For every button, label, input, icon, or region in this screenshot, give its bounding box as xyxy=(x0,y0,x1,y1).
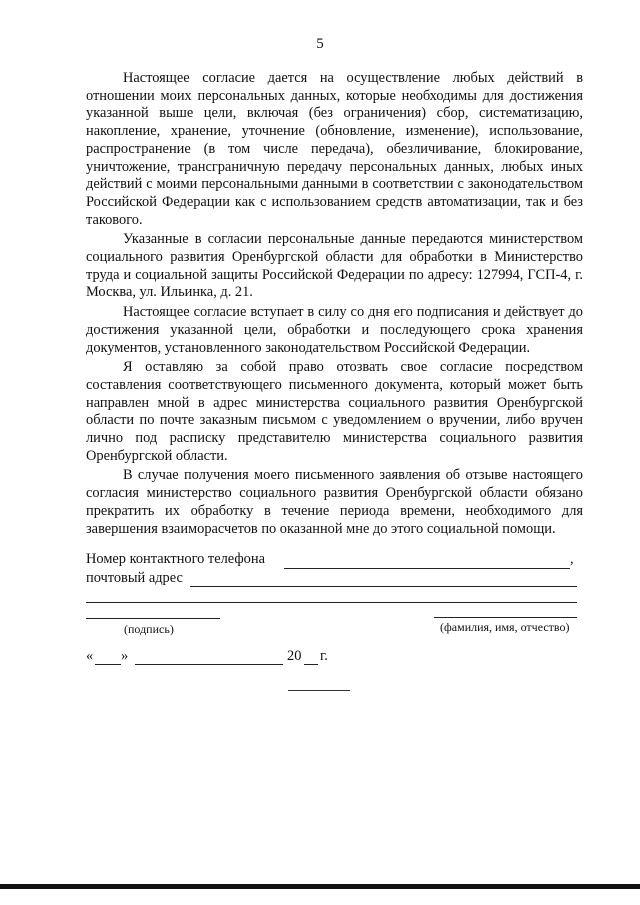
full-name-field[interactable] xyxy=(434,617,577,618)
paragraph-revocation: Я оставляю за собой право отозвать свое согласие посредством составления соответствующего письменного документа, который может быть направлен мной в адрес министерства социального развития Оренбургской области по почте заказным письмом с уведомлением о вручении, либо вручен лично под расписку представителю министерства социального развития Оренбургской области. xyxy=(86,359,583,464)
phone-comma: , xyxy=(570,551,574,567)
phone-label: Номер контактного телефона xyxy=(86,551,265,567)
date-open-quote: « xyxy=(86,648,94,664)
date-year-field[interactable] xyxy=(304,664,318,665)
date-month-field[interactable] xyxy=(135,664,283,665)
signature-caption: (подпись) xyxy=(124,622,174,636)
scan-edge-bar xyxy=(0,884,640,889)
date-close-quote: » xyxy=(121,648,129,664)
consent-body xyxy=(86,70,583,540)
full-name-caption: (фамилия, имя, отчество) xyxy=(440,620,570,634)
phone-field[interactable] xyxy=(284,568,570,569)
paragraph-actions: Настоящее согласие дается на осуществление любых действий в отношении моих персональных данных, которые необходимы для достижения указанной выше цели, включая (без ограничения) сбор, систематизацию, накопление, хранение, уточнение (обновление, изменение), использование, распространение (в том числе передача), обезличивание, блокирование, уничтожение, трансграничную передачу персональных данных, любых иных действий с моими персональными данными в соответствии с законодательством Российской Федерации как с использованием средств автоматизации, так и без такового. xyxy=(86,70,583,228)
paragraph-transfer: Указанные в согласии персональные данные передаются министерством социального развития Оренбургской области для обработки в Министерство труда и социальной защиты Российской Федерации по адресу: 127994, ГСП-4, г. Москва, ул. Ильинка, д. 21. xyxy=(86,231,583,301)
paragraph-validity: Настоящее согласие вступает в силу со дня его подписания и действует до достижения указанной цели, обработки и последующего срока хранения документов, установленного законодательством Российской Федерации. xyxy=(86,304,583,356)
paragraph-termination: В случае получения моего письменного заявления об отзыве настоящего согласия министерство социального развития Оренбургской области обязано прекратить их обработку в течение периода времени, необходимого для завершения взаиморасчетов по оказанной мне до этого социальной помощи. xyxy=(86,467,583,537)
page-number: 5 xyxy=(316,36,324,52)
address-field-line-2[interactable] xyxy=(86,602,577,603)
end-rule xyxy=(288,690,350,691)
address-label: почтовый адрес xyxy=(86,570,183,586)
address-field[interactable] xyxy=(190,586,577,587)
signature-field[interactable] xyxy=(86,618,220,619)
date-year-prefix: 20 xyxy=(287,648,302,664)
date-year-suffix: г. xyxy=(320,648,328,664)
date-day-field[interactable] xyxy=(95,664,121,665)
